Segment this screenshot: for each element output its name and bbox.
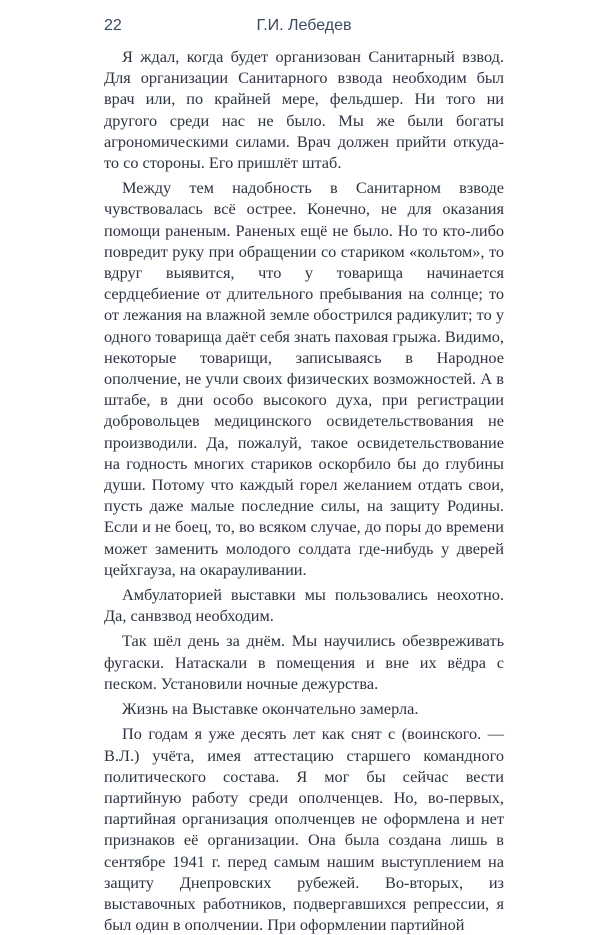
paragraph: Жизнь на Выставке окончательно замерла. xyxy=(122,699,419,719)
paragraph: Амбулаторией выставки мы пользовались неохотно. Да, санвзвод необходим. xyxy=(104,585,504,626)
paragraph: По годам я уже десять лет как снят с (воинского. — В.Л.) учёта, имея аттестацию старшего командного политического состава. Я мог бы сейчас вести партийную работу среди ополченцев. Но, во-первых, партийная организация ополченцев не оформлена и нет признаков её организации. Она была создана лишь в сентябре 1941 г. перед самым нашим выступлением на защиту Днепровских рубежей. Во-вторых, из выставочных работников, подвергавшихся репрессии, я был один в ополчении. При оформлении партийной xyxy=(104,724,504,935)
paragraph: Я ждал, когда будет организован Санитарный взвод. Для организации Санитарного взвода необходим был врач или, по крайней мере, фельдшер. Ни того ни другого среди нас не было. Мы же были богаты агрономическими силами. Врач должен прийти откуда-то со стороны. Его пришлёт штаб. xyxy=(104,47,504,173)
running-header xyxy=(104,17,504,39)
page-number: 22 xyxy=(104,17,122,34)
body-text xyxy=(104,46,504,935)
paragraph: Между тем надобность в Санитарном взводе чувствовалась всё острее. Конечно, не для оказания помощи раненым. Раненых ещё не было. Но то кто-либо повредит руку при обращении со стариком «кольтом», то вдруг выявится, что у товарища начинается сердцебиение от длительного пребывания на солнце; то от лежания на влажной земле обострился радикулит; то у одного товарища даёт себя знать паховая грыжа. Видимо, некоторые товарищи, записываясь в Народное ополчение, не учли своих физических возможностей. А в штабе, в дни особо высокого духа, при регистрации добровольцев медицинского освидетельствования не производили. Да, пожалуй, такое освидетельствование на годность многих стариков оскорбило бы до глубины души. Потому что каждый горел желанием отдать свои, пусть даже малые последние силы, на защиту Родины. Если и не боец, то, во всяком случае, до поры до времени может заменить молодого солдата где-нибудь у дверей цейхгауза, на окарауливании. xyxy=(104,178,504,579)
running-header-author: Г.И. Лебедев xyxy=(256,17,352,34)
paragraph: Так шёл день за днём. Мы научились обезвреживать фугаски. Натаскали в помещения и вне их вёдра с песком. Установили ночные дежурства. xyxy=(104,631,504,693)
